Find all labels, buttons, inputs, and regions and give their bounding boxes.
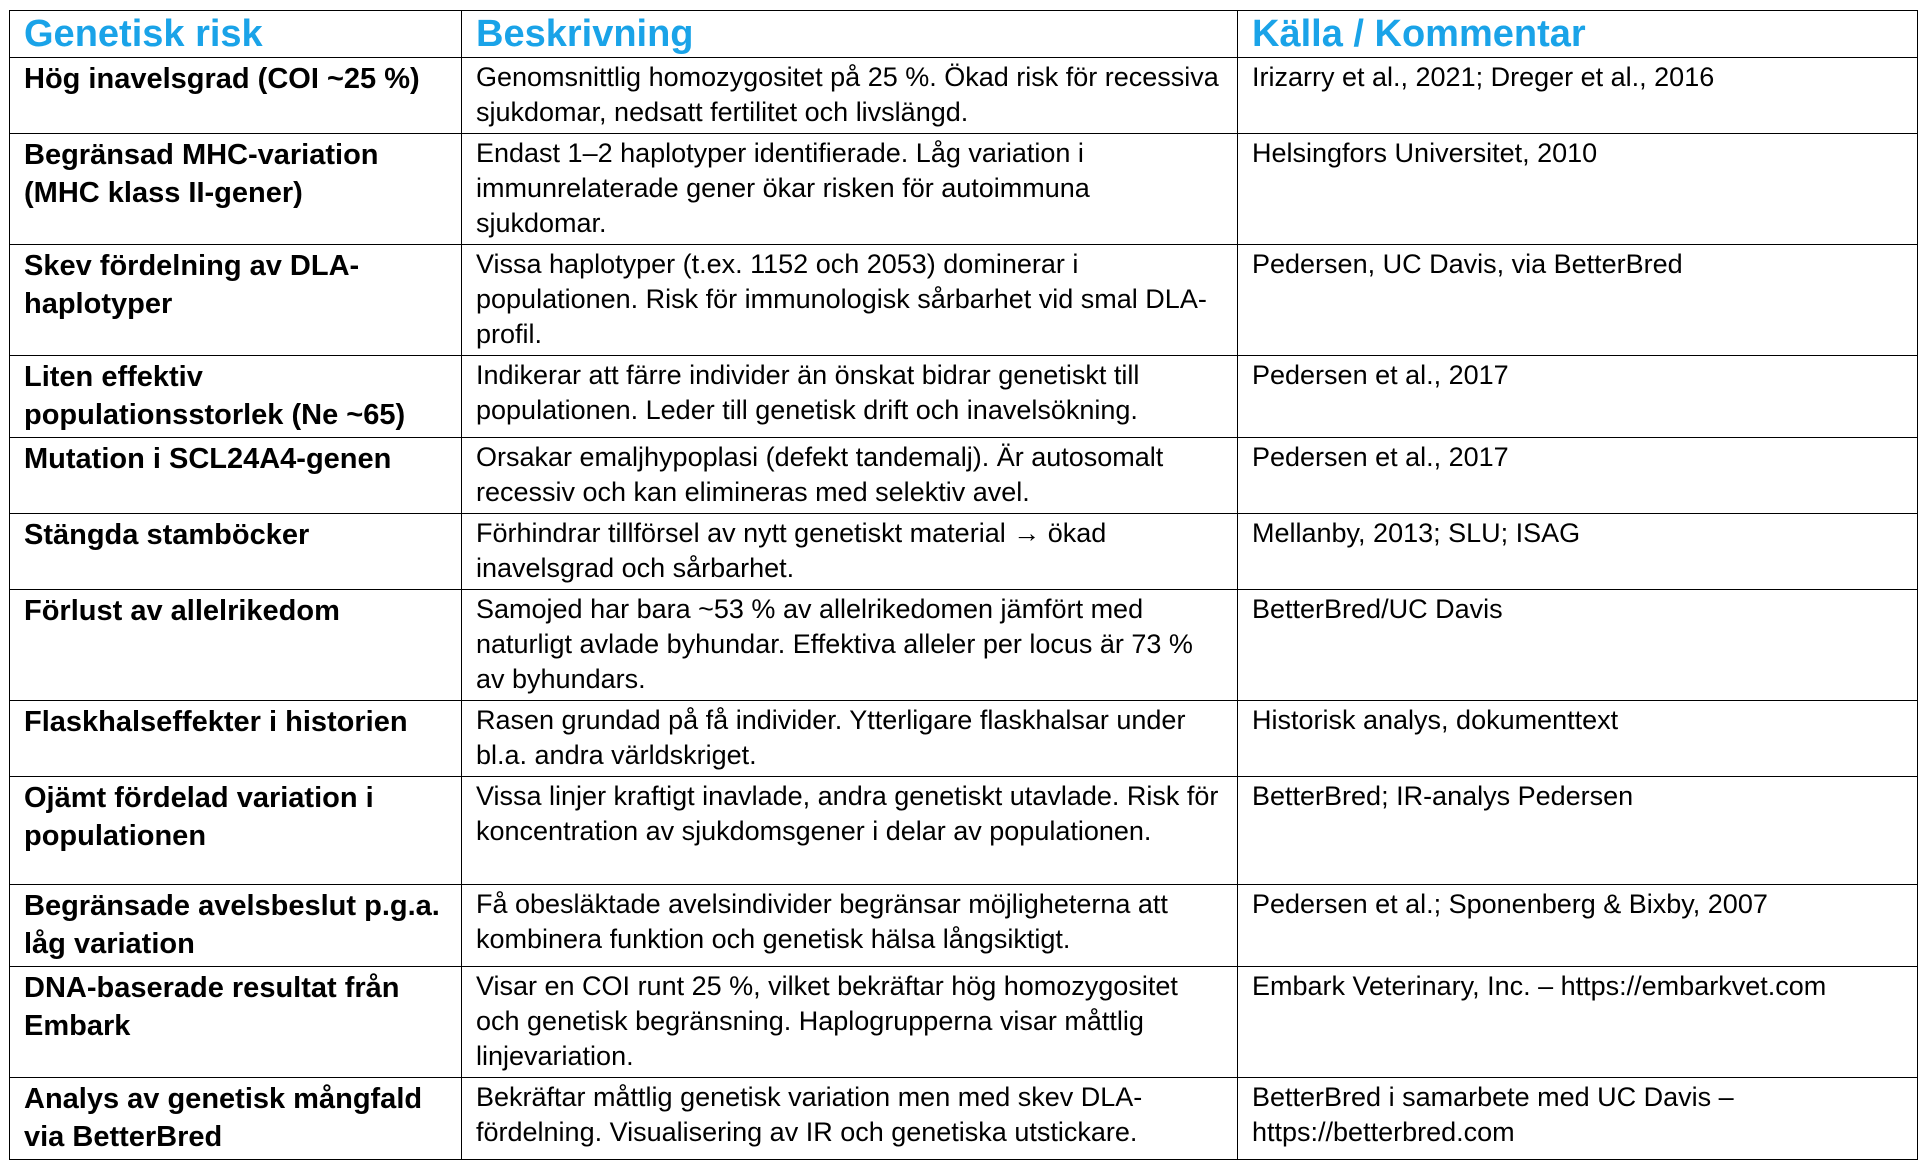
source-cell: BetterBred/UC Davis — [1238, 590, 1918, 701]
description-cell: Samojed har bara ~53 % av allelrikedomen jämfört med naturligt avlade byhundar. Effektiva alleler per locus är 73 % av byhundars. — [462, 590, 1238, 701]
genetic-risk-table — [9, 10, 1918, 1160]
description-cell: Orsakar emaljhypoplasi (defekt tandemalj). Är autosomalt recessiv och kan elimineras med selektiv avel. — [462, 438, 1238, 514]
source-cell: BetterBred; IR-analys Pedersen — [1238, 777, 1918, 885]
source-cell: Helsingfors Universitet, 2010 — [1238, 134, 1918, 245]
risk-cell: Begränsad MHC-variation (MHC klass II-gener) — [10, 134, 462, 245]
description-cell: Vissa haplotyper (t.ex. 1152 och 2053) dominerar i populationen. Risk för immunologisk sårbarhet vid smal DLA-profil. — [462, 245, 1238, 356]
risk-cell: DNA-baserade resultat från Embark — [10, 967, 462, 1078]
header-source: Källa / Kommentar — [1238, 11, 1918, 58]
table-row — [10, 58, 1918, 134]
description-cell: Indikerar att färre individer än önskat bidrar genetiskt till populationen. Leder till genetisk drift och inavelsökning. — [462, 356, 1238, 438]
description-cell: Rasen grundad på få individer. Ytterligare flaskhalsar under bl.a. andra världskriget. — [462, 701, 1238, 777]
description-cell: Endast 1–2 haplotyper identifierade. Låg variation i immunrelaterade gener ökar risken för autoimmuna sjukdomar. — [462, 134, 1238, 245]
risk-cell: Flaskhalseffekter i historien — [10, 701, 462, 777]
description-cell: Få obesläktade avelsindivider begränsar möjligheterna att kombinera funktion och genetisk hälsa långsiktigt. — [462, 885, 1238, 967]
source-cell: BetterBred i samarbete med UC Davis – https://betterbred.com — [1238, 1078, 1918, 1160]
risk-cell: Liten effektiv populationsstorlek (Ne ~65) — [10, 356, 462, 438]
source-cell: Pedersen, UC Davis, via BetterBred — [1238, 245, 1918, 356]
header-row — [10, 11, 1918, 58]
risk-cell: Mutation i SCL24A4-genen — [10, 438, 462, 514]
risk-cell: Förlust av allelrikedom — [10, 590, 462, 701]
source-cell: Mellanby, 2013; SLU; ISAG — [1238, 514, 1918, 590]
description-cell: Genomsnittlig homozygositet på 25 %. Ökad risk för recessiva sjukdomar, nedsatt fertilitet och livslängd. — [462, 58, 1238, 134]
description-cell: Förhindrar tillförsel av nytt genetiskt material → ökad inavelsgrad och sårbarhet. — [462, 514, 1238, 590]
risk-cell: Begränsade avelsbeslut p.g.a. låg variation — [10, 885, 462, 967]
table-row — [10, 590, 1918, 701]
description-cell: Bekräftar måttlig genetisk variation men med skev DLA-fördelning. Visualisering av IR och genetiska utstickare. — [462, 1078, 1238, 1160]
genetic-risk-table-container — [9, 10, 1917, 1160]
table-row — [10, 134, 1918, 245]
description-cell: Visar en COI runt 25 %, vilket bekräftar hög homozygositet och genetisk begränsning. Haplogrupperna visar måttlig linjevariation. — [462, 967, 1238, 1078]
table-row — [10, 701, 1918, 777]
risk-cell: Skev fördelning av DLA-haplotyper — [10, 245, 462, 356]
table-row — [10, 885, 1918, 967]
header-risk: Genetisk risk — [10, 11, 462, 58]
risk-cell: Analys av genetisk mångfald via BetterBred — [10, 1078, 462, 1160]
source-cell: Embark Veterinary, Inc. – https://embarkvet.com — [1238, 967, 1918, 1078]
risk-cell: Hög inavelsgrad (COI ~25 %) — [10, 58, 462, 134]
source-cell: Pedersen et al., 2017 — [1238, 356, 1918, 438]
risk-cell: Stängda stamböcker — [10, 514, 462, 590]
source-cell: Irizarry et al., 2021; Dreger et al., 2016 — [1238, 58, 1918, 134]
table-row — [10, 777, 1918, 885]
source-cell: Historisk analys, dokumenttext — [1238, 701, 1918, 777]
risk-cell: Ojämt fördelad variation i populationen — [10, 777, 462, 885]
table-row — [10, 245, 1918, 356]
description-cell: Vissa linjer kraftigt inavlade, andra genetiskt utavlade. Risk för koncentration av sjukdomsgener i delar av populationen. — [462, 777, 1238, 885]
table-row — [10, 967, 1918, 1078]
table-row — [10, 514, 1918, 590]
source-cell: Pedersen et al., 2017 — [1238, 438, 1918, 514]
header-description: Beskrivning — [462, 11, 1238, 58]
source-cell: Pedersen et al.; Sponenberg & Bixby, 2007 — [1238, 885, 1918, 967]
table-row — [10, 356, 1918, 438]
table-row — [10, 438, 1918, 514]
table-row — [10, 1078, 1918, 1160]
